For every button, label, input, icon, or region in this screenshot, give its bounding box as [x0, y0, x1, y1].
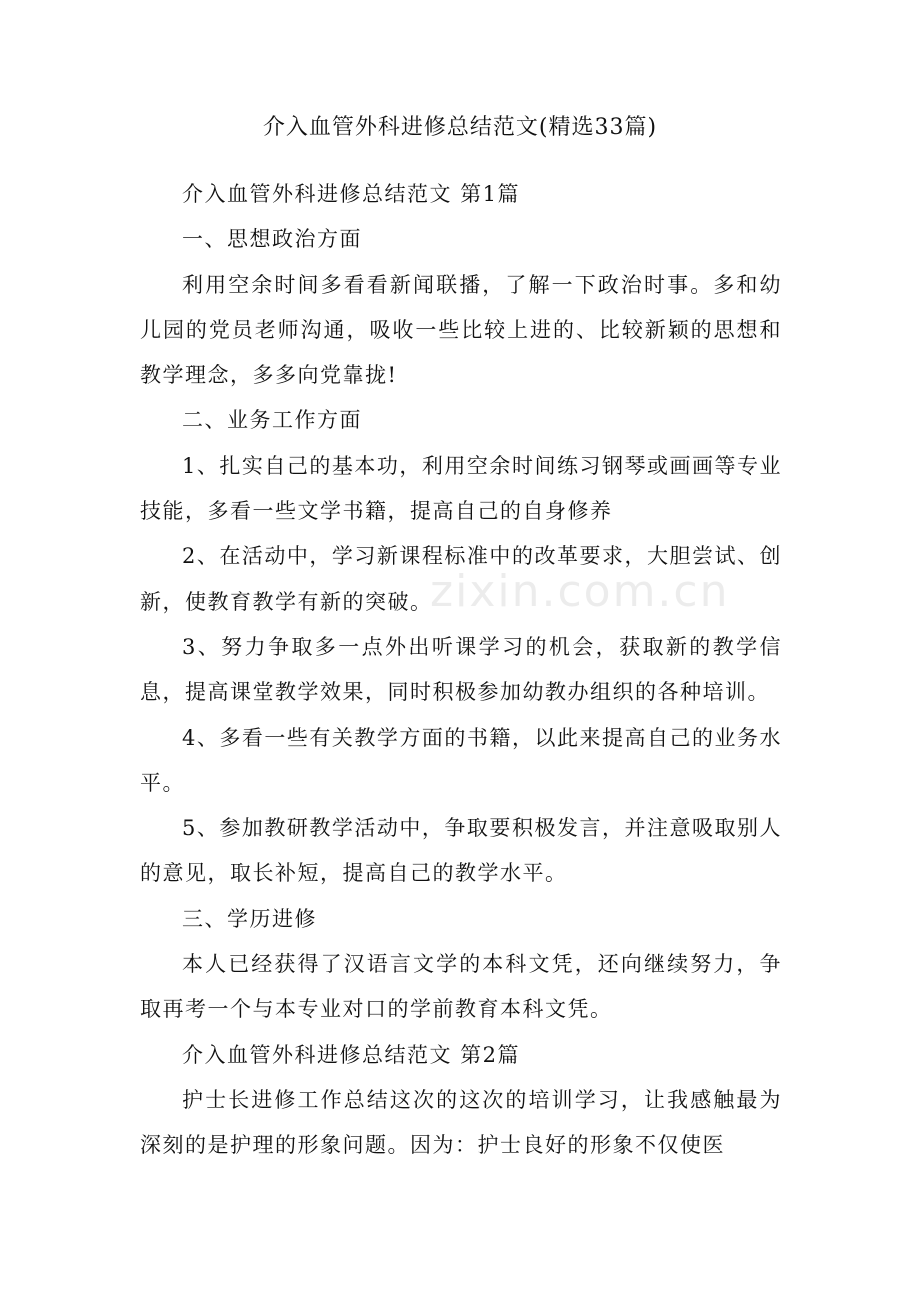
section-heading-article-2: 介入血管外科进修总结范文 第2篇 [182, 1042, 521, 1067]
section-heading-politics: 一、思想政治方面 [182, 227, 362, 252]
list-item-work-1: 1、扎实自己的基本功，利用空余时间练习钢琴或画画等专业技能，多看一些文学书籍，提高自己的自身修养 [140, 453, 782, 524]
paragraph-article-2: 护士长进修工作总结这次的这次的培训学习，让我感触最为深刻的是护理的形象问题。因为：护士良好的形象不仅使医 [140, 1087, 782, 1158]
list-item-work-4: 4、多看一些有关教学方面的书籍，以此来提高自己的业务水平。 [140, 725, 782, 795]
section-heading-education: 三、学历进修 [182, 906, 317, 931]
section-heading-article-1: 介入血管外科进修总结范文 第1篇 [182, 182, 521, 206]
list-item-work-3: 3、努力争取多一点外出听课学习的机会，获取新的教学信息，提高课堂教学效果，同时积极参加幼教办组织的各种培训。 [140, 634, 782, 705]
document-body [140, 172, 782, 1169]
paragraph-politics: 利用空余时间多看看新闻联播，了解一下政治时事。多和幼儿园的党员老师沟通，吸收一些比较上进的、比较新颖的思想和教学理念，多多向党靠拢! [140, 272, 782, 388]
watermark: zixin.com.cn [430, 566, 730, 617]
list-item-work-2: 2、在活动中，学习新课程标准中的改革要求，大胆尝试、创新，使教育教学有新的突破。 [140, 544, 782, 614]
section-heading-work: 二、业务工作方面 [182, 408, 362, 433]
list-item-work-5: 5、参加教研教学活动中，争取要积极发言，并注意吸取别人的意见，取长补短，提高自己的教学水平。 [140, 816, 782, 886]
paragraph-education: 本人已经获得了汉语言文学的本科文凭，还向继续努力，争取再考一个与本专业对口的学前教育本科文凭。 [140, 952, 782, 1022]
document-title: 介入血管外科进修总结范文(精选33篇) [262, 115, 658, 140]
